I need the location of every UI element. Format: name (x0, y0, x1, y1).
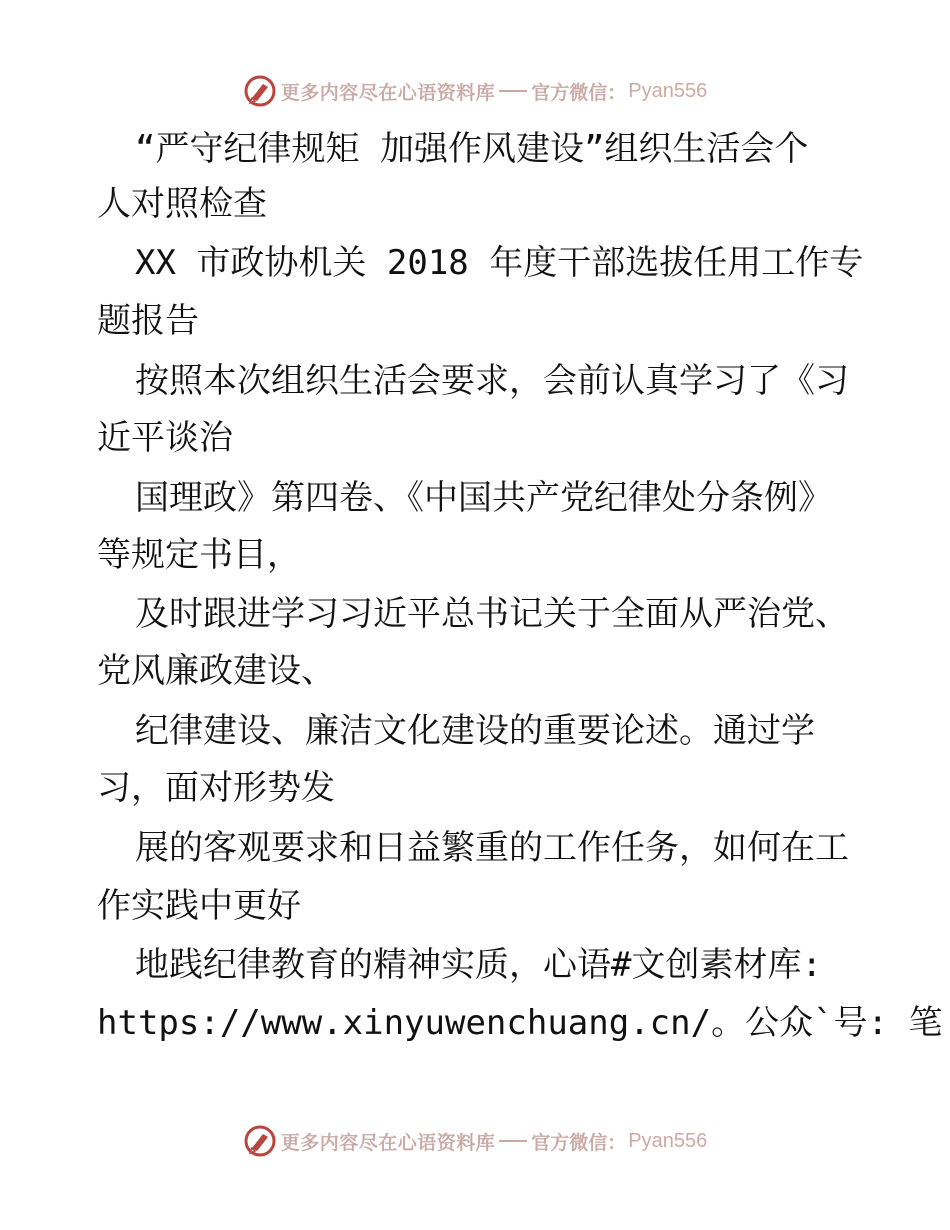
paragraph-line: 习，面对形势发 (97, 768, 335, 808)
paragraph-line-url: https://www.xinyuwenchuang.cn/。公众`号: 笔 (97, 1003, 943, 1043)
subtitle-line-1: XX 市政协机关 2018 年度干部选拔任用工作专 (135, 243, 864, 283)
banner-title: 更多内容尽在心语资料库 (280, 1131, 496, 1154)
paragraph-line: 地践纪律教育的精神实质，心语#文创素材库: (135, 945, 822, 985)
paragraph-line: 纪律建设、廉洁文化建设的重要论述。通过学 (135, 711, 815, 751)
banner-wechat-id: Pyan556 (628, 79, 708, 102)
pen-logo-icon (243, 1124, 277, 1158)
banner-wechat-id: Pyan556 (628, 1129, 708, 1152)
paragraph-line: 党风廉政建设、 (97, 651, 335, 691)
subtitle-line-2: 题报告 (97, 301, 199, 341)
banner-divider (499, 90, 527, 92)
footer-watermark-banner (0, 1121, 950, 1161)
paragraph-line: 等规定书目， (97, 535, 301, 575)
pen-logo-icon (243, 74, 277, 108)
paragraph-line: 展的客观要求和日益繁重的工作任务，如何在工 (135, 828, 849, 868)
banner-wechat-label: 官方微信： (531, 81, 627, 104)
title-line-1: “严守纪律规矩 加强作风建设”组织生活会个 (135, 129, 809, 169)
banner-title: 更多内容尽在心语资料库 (280, 81, 496, 104)
title-line-2: 人对照检查 (97, 184, 267, 224)
paragraph-line: 按照本次组织生活会要求，会前认真学习了《习 (135, 361, 849, 401)
paragraph-line: 及时跟进学习习近平总书记关于全面从严治党、 (135, 594, 849, 634)
header-watermark-banner (0, 71, 950, 111)
paragraph-line: 作实践中更好 (97, 886, 301, 926)
paragraph-line: 国理政》第四卷、《中国共产党纪律处分条例》 (135, 478, 832, 518)
banner-divider (499, 1140, 527, 1142)
banner-wechat-label: 官方微信： (531, 1131, 627, 1154)
paragraph-line: 近平谈治 (97, 418, 233, 458)
